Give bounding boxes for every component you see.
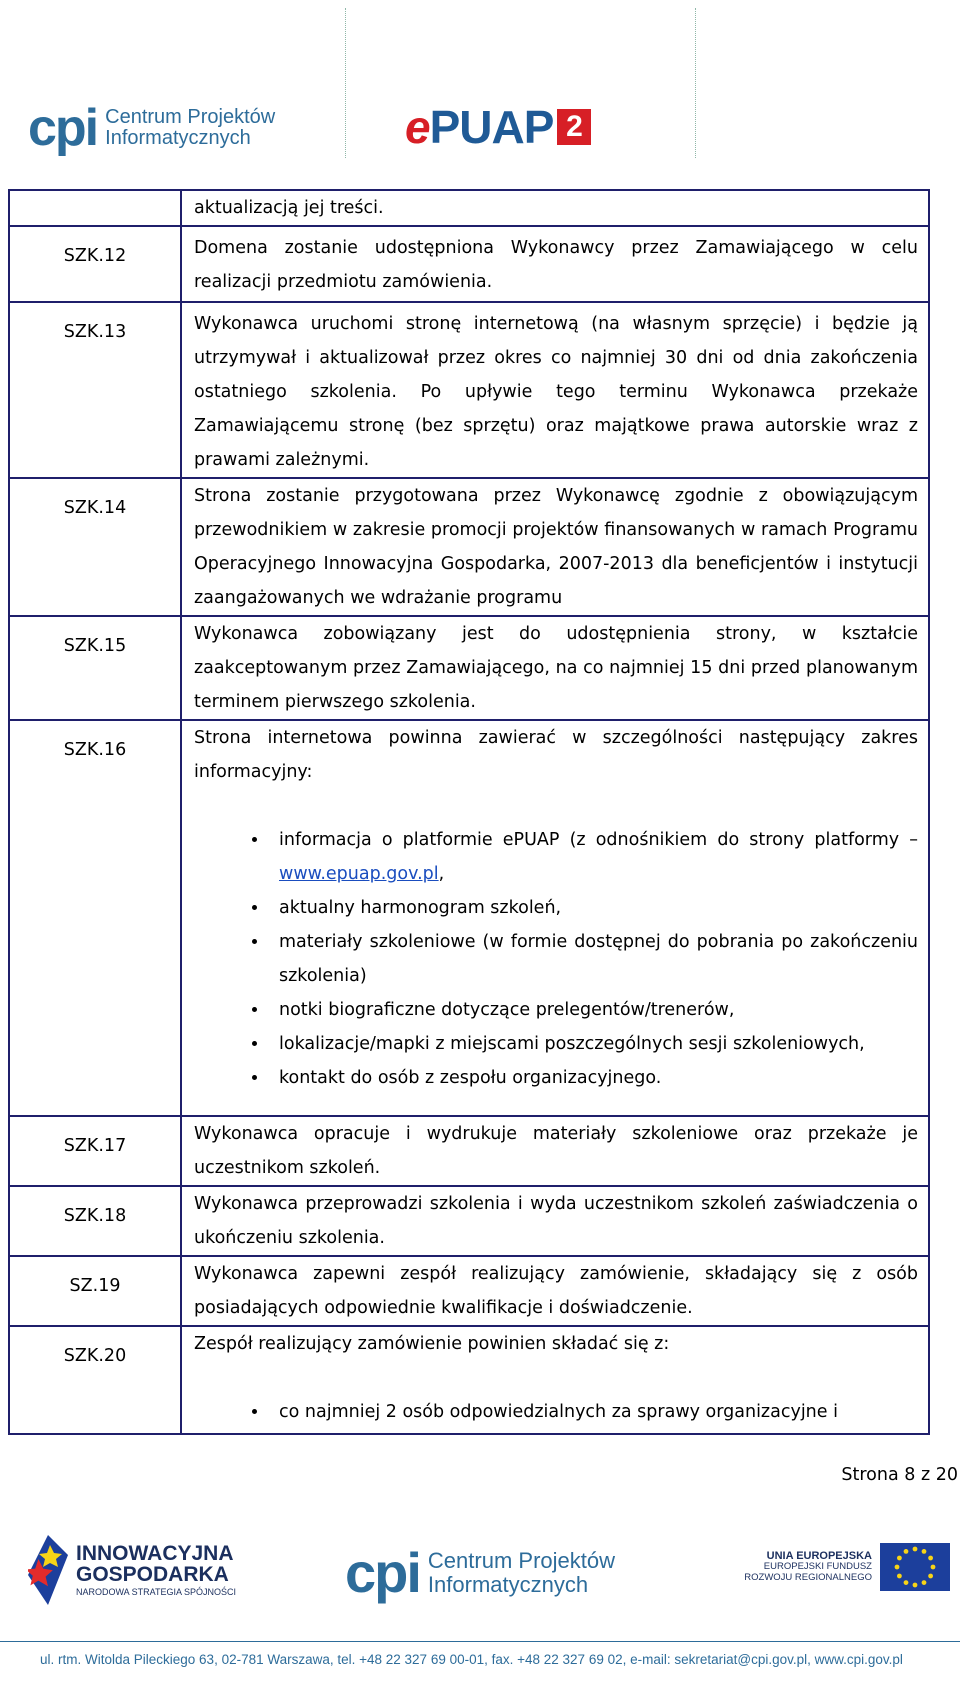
- eu-line2: EUROPEJSKI FUNDUSZ: [763, 1561, 872, 1573]
- requirement-text: Strona zostanie przygotowana przez Wykonawcę zgodnie z obowiązującym przewodnikiem w zakresie promocji projektów finansowanych w ramach Programu Operacyjnego Innowacyjna Gospodarka, 2007-2013 dla beneficjentów i instytucji zaangażowanych we wdrażanie programu: [181, 478, 929, 616]
- cpi-logo-line2: Informatycznych: [105, 127, 251, 149]
- footer-address: ul. rtm. Witolda Pileckiego 63, 02-781 Warszawa, tel. +48 22 327 69 00-01, fax. +48 22 327 69 02, e-mail: sekretariat@cpi.gov.pl, www.cpi.gov.pl: [40, 1652, 903, 1667]
- epuap-logo-rest: PUAP: [429, 101, 554, 153]
- bullet-list: [194, 823, 918, 1095]
- table-row: [9, 720, 929, 1116]
- cpi-logo: [28, 98, 275, 158]
- epuap-logo: [405, 100, 591, 154]
- eu-text: [744, 1550, 872, 1584]
- requirement-text: Zespół realizujący zamówienie powinien składać się z:: [194, 1334, 670, 1354]
- footer-logos: [0, 1535, 960, 1615]
- innowacyjna-gospodarka-logo: [28, 1535, 236, 1605]
- requirement-text: Domena zostanie udostępniona Wykonawcy przez Zamawiającego w celu realizacji przedmiotu zamówienia.: [181, 226, 929, 302]
- eu-logo: [744, 1543, 950, 1591]
- table-row: [9, 1186, 929, 1256]
- list-item-text: informacja o platformie ePUAP (z odnośnikiem do strony platformy –: [279, 830, 918, 850]
- ig-line1: INNOWACYJNA: [76, 1542, 234, 1565]
- cpi-logo-line2: Informatycznych: [427, 1571, 589, 1597]
- epuap-logo-word: [405, 100, 553, 154]
- table-row: [9, 478, 929, 616]
- cpi-logo-line1: Centrum Projektów: [427, 1548, 615, 1574]
- page-number: Strona 8 z 20: [841, 1465, 958, 1485]
- eu-line1: UNIA EUROPEJSKA: [766, 1549, 872, 1562]
- requirements-table: [8, 189, 930, 1435]
- table-row: [9, 1116, 929, 1186]
- epuap-link[interactable]: www.epuap.gov.pl: [279, 864, 439, 884]
- list-item: • lokalizacje/mapki z miejscami poszczególnych sesji szkoleniowych,: [269, 1027, 918, 1061]
- requirement-id: SZK.16: [9, 720, 181, 1116]
- list-item: • kontakt do osób z zespołu organizacyjnego.: [269, 1061, 918, 1095]
- list-item: • materiały szkoleniowe (w formie dostępnej do pobrania po zakończeniu szkolenia): [269, 925, 918, 993]
- ig-line2: GOSPODARKA: [76, 1563, 229, 1586]
- requirement-text: Wykonawca zobowiązany jest do udostępnienia strony, w kształcie zaakceptowanym przez Zamawiającego, na co najmniej 15 dni przed planowanym terminem pierwszego szkolenia.: [181, 616, 929, 720]
- requirement-text: Wykonawca opracuje i wydrukuje materiały szkoleniowe oraz przekaże je uczestnikom szkoleń.: [181, 1116, 929, 1186]
- list-item: • notki biograficzne dotyczące prelegentów/trenerów,: [269, 993, 918, 1027]
- list-item: • aktualny harmonogram szkoleń,: [269, 891, 918, 925]
- requirement-id: SZK.18: [9, 1186, 181, 1256]
- requirement-cell: [181, 720, 929, 1116]
- cpi-logo-text: [105, 107, 275, 149]
- eu-stars-icon: [893, 1545, 937, 1589]
- ig-line3: NARODOWA STRATEGIA SPÓJNOŚCI: [76, 1587, 237, 1597]
- footer-divider: [0, 1641, 960, 1642]
- requirement-text: Wykonawca przeprowadzi szkolenia i wyda uczestnikom szkoleń zaświadczenia o ukończeniu szkolenia.: [181, 1186, 929, 1256]
- table-row: [9, 302, 929, 478]
- requirement-id: [9, 190, 181, 226]
- table-row: [9, 616, 929, 720]
- cpi-logo-mark: cpi: [28, 99, 98, 157]
- list-item: • co najmniej 2 osób odpowiedzialnych za sprawy organizacyjne i: [269, 1395, 918, 1429]
- ig-text: [76, 1543, 236, 1597]
- requirement-id: SZK.20: [9, 1326, 181, 1434]
- table-row: [9, 1256, 929, 1326]
- table-row: [9, 1326, 929, 1434]
- table-row: [9, 226, 929, 302]
- requirement-id: SZK.14: [9, 478, 181, 616]
- eu-flag-icon: [880, 1543, 950, 1591]
- requirement-id: SZ.19: [9, 1256, 181, 1326]
- cpi-footer-logo: [345, 1540, 615, 1605]
- requirement-text: aktualizacją jej treści.: [181, 190, 929, 226]
- requirement-id: SZK.13: [9, 302, 181, 478]
- cpi-logo-mark: cpi: [345, 1541, 420, 1604]
- list-item: [269, 823, 918, 891]
- eu-line3: ROZWOJU REGIONALNEGO: [744, 1572, 872, 1584]
- requirement-id: SZK.12: [9, 226, 181, 302]
- requirement-id: SZK.15: [9, 616, 181, 720]
- requirement-text: Wykonawca uruchomi stronę internetową (na własnym sprzęcie) i będzie ją utrzymywał i aktualizował przez okres co najmniej 30 dni od dnia zakończenia ostatniego szkolenia. Po upływie tego terminu Wykonawca przekaże Zamawiającemu stronę (bez sprzętu) oraz majątkowe prawa autorskie wraz z prawami zależnymi.: [181, 302, 929, 478]
- requirement-text: Wykonawca zapewni zespół realizujący zamówienie, składający się z osób posiadających odpowiednie kwalifikacje i doświadczenie.: [181, 1256, 929, 1326]
- bullet-list: [194, 1395, 918, 1429]
- list-item-text: ,: [438, 864, 445, 884]
- requirement-cell: [181, 1326, 929, 1434]
- epuap-logo-e: e: [405, 101, 430, 153]
- cpi-logo-line1: Centrum Projektów: [105, 106, 276, 128]
- requirement-id: SZK.17: [9, 1116, 181, 1186]
- cpi-logo-text: [428, 1549, 615, 1595]
- table-row: [9, 190, 929, 226]
- header-divider: [345, 8, 346, 158]
- epuap-version-badge: 2: [557, 109, 591, 145]
- requirement-text: Strona internetowa powinna zawierać w szczególności następujący zakres informacyjny:: [194, 728, 918, 782]
- ig-star-icon: [28, 1535, 68, 1605]
- header-divider: [695, 8, 696, 158]
